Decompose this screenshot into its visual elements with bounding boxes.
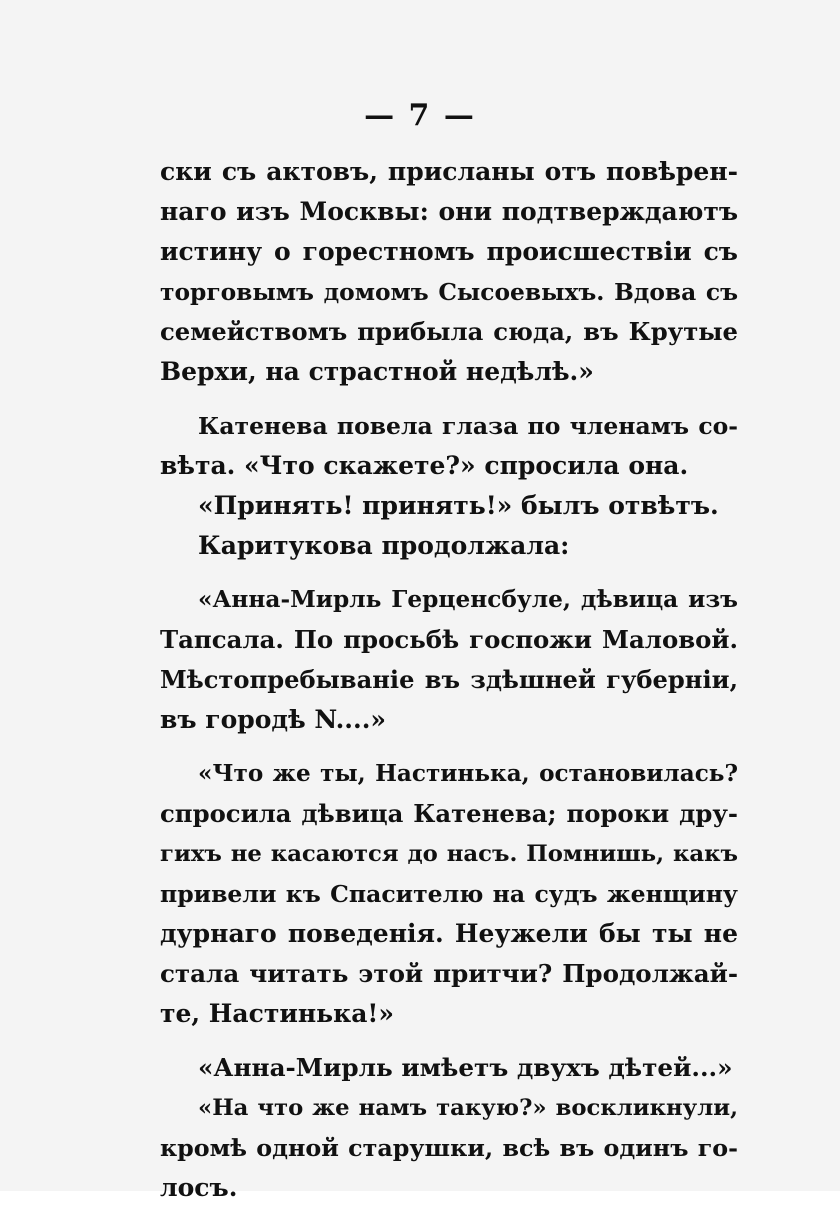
text-line: ски съ актовъ, присланы отъ повѣрен- [160,157,738,186]
paragraph [160,1088,738,1208]
paragraph [160,754,738,1034]
text-line: «Анна-Мирль Герценсбуле, дѣвица изъ [198,586,738,613]
text-line: Верхи, на страстной недѣлѣ.» [160,357,594,386]
text-line: торговымъ домомъ Сысоевыхъ. Вдова съ [160,278,738,306]
text-line: Катенева повела глаза по членамъ со- [198,412,738,440]
text-line: Каритукова продолжала: [198,531,570,560]
text-line: гихъ не касаются до насъ. Помнишь, какъ [160,841,738,867]
paragraph [160,526,738,566]
text-line: Мѣстопребываніе въ здѣшней губерніи, [160,665,738,694]
text-line: «Что же ты, Настинька, остановилась? [198,760,738,787]
paragraph [160,486,738,526]
text-line: Тапсала. По просьбѣ госпожи Маловой. [160,625,738,654]
text-line: истину о горестномъ происшествіи съ [160,237,738,266]
text-line: привели къ Спасителю на судъ женщину [160,880,738,908]
text-line: дурнаго поведенія. Неужели бы ты не [160,919,738,948]
text-line: «Анна-Мирль имѣетъ двухъ дѣтей...» [198,1053,733,1082]
text-line: семействомъ прибыла сюда, въ Крутые [160,317,738,346]
text-line: вѣта. «Что скажете?» спросила она. [160,451,689,480]
text-line: стала читать этой притчи? Продолжай- [160,959,738,988]
paragraph [160,406,738,486]
text-line: те, Настинька!» [160,999,394,1028]
text-line: спросила дѣвица Катенева; пороки дру- [160,799,738,828]
paragraph [160,580,738,740]
text-line: въ городѣ N....» [160,705,387,734]
paragraph [160,1048,738,1088]
body-text [160,152,738,1208]
page-number: — 7 — [364,98,476,133]
text-line: «На что же намъ такую?» воскликнули, [198,1095,738,1121]
text-line: лосъ. [160,1173,238,1202]
paragraph [160,152,738,392]
text-line: наго изъ Москвы: они подтверждаютъ [160,197,738,226]
text-line: «Принять! принять!» былъ отвѣтъ. [198,491,719,520]
text-line: кромѣ одной старушки, всѣ въ одинъ го- [160,1134,738,1162]
